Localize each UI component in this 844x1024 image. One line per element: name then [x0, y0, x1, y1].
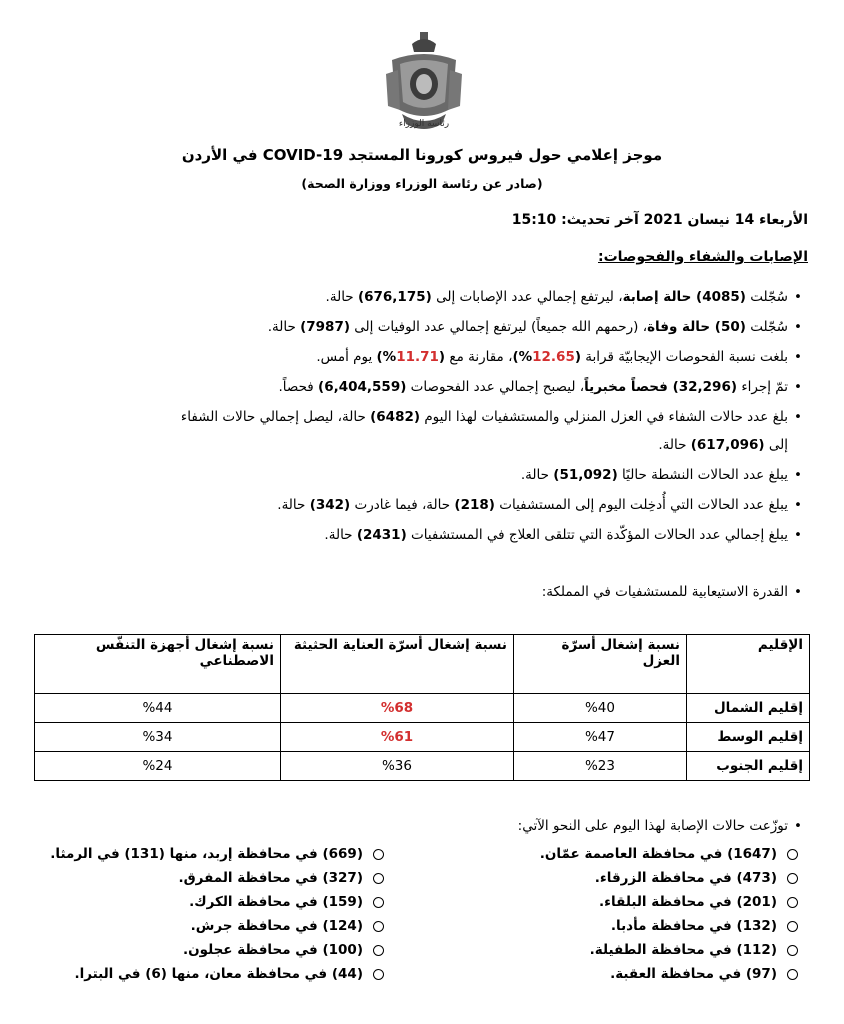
capacity-label: •القدرة الاستيعابية للمستشفيات في المملكة: — [541, 584, 802, 600]
bullet-recoveries: •بلغ عدد حالات الشفاء في العزل المنزلي والمستشفيات لهذا اليوم (6482) حالة، ليصل إجمالي حالات الشفاء إلى (617,096) حالة. — [180, 409, 802, 453]
bullet-active: •يبلغ عدد الحالات النشطة حاليًا (51,092) حالة. — [520, 467, 802, 483]
circle-bullet-icon — [787, 873, 798, 884]
emblem-caption: رئاسة الوزراء — [398, 119, 450, 129]
governorates-left-column — [14, 842, 384, 986]
table-row — [35, 752, 810, 781]
list-item: (97) في محافظة العقبة. — [458, 962, 798, 986]
table-row — [35, 723, 810, 752]
list-item: (327) في محافظة المفرق. — [14, 866, 384, 890]
table-header-row — [35, 635, 810, 694]
circle-bullet-icon — [373, 849, 384, 860]
circle-bullet-icon — [787, 849, 798, 860]
governorates-right-column — [458, 842, 798, 986]
row-isolation: %23 — [514, 752, 687, 781]
table-row — [35, 694, 810, 723]
list-item: (124) في محافظة جرش. — [14, 914, 384, 938]
page-subtitle: (صادر عن رئاسة الوزراء ووزارة الصحة) — [301, 176, 543, 191]
row-ventilators: %44 — [35, 694, 281, 723]
list-item: (112) في محافظة الطفيلة. — [458, 938, 798, 962]
row-isolation: %40 — [514, 694, 687, 723]
row-isolation: %47 — [514, 723, 687, 752]
bullet-deaths: •سُجّلت (50) حالة وفاة، (رحمهم الله جميعاً) ليرتفع إجمالي عدد الوفيات إلى (7987) حالة. — [267, 319, 802, 335]
circle-bullet-icon — [787, 897, 798, 908]
date-line: الأربعاء 14 نيسان 2021 آخر تحديث: 15:10 — [511, 212, 808, 228]
row-ventilators: %24 — [35, 752, 281, 781]
header-icu: نسبة إشغال أسرّة العناية الحثيثة — [281, 635, 514, 694]
list-item: (1647) في محافظة العاصمة عمّان. — [458, 842, 798, 866]
circle-bullet-icon — [373, 897, 384, 908]
circle-bullet-icon — [787, 969, 798, 980]
row-icu: %68 — [281, 694, 514, 723]
row-region: إقليم الجنوب — [687, 752, 810, 781]
circle-bullet-icon — [373, 873, 384, 884]
row-icu: %36 — [281, 752, 514, 781]
circle-bullet-icon — [787, 921, 798, 932]
list-item: (201) في محافظة البلقاء. — [458, 890, 798, 914]
distribution-label: •توزّعت حالات الإصابة لهذا اليوم على النحو الآتي: — [517, 818, 802, 834]
header-ventilators: نسبة إشغال أجهزة التنفّس الاصطناعي — [35, 635, 281, 694]
list-item: (669) في محافظة إربد، منها (131) في الرمثا. — [14, 842, 384, 866]
bullet-new-cases: •سُجّلت (4085) حالة إصابة، ليرتفع إجمالي عدد الإصابات إلى (676,175) حالة. — [325, 289, 802, 305]
bullet-positivity: •بلغت نسبة الفحوصات الإيجابيّة قرابة (12.65%)، مقارنة مع (11.71%) يوم أمس. — [316, 349, 802, 365]
circle-bullet-icon — [787, 945, 798, 956]
circle-bullet-icon — [373, 969, 384, 980]
row-icu: %61 — [281, 723, 514, 752]
header-isolation: نسبة إشغال أسرّة العزل — [514, 635, 687, 694]
bullet-hospitalized: •يبلغ إجمالي عدد الحالات المؤكّدة التي تتلقى العلاج في المستشفيات (2431) حالة. — [324, 527, 802, 543]
page-title: موجز إعلامي حول فيروس كورونا المستجد COVID-19 في الأردن — [181, 146, 663, 164]
bullet-tests: •تمّ إجراء (32,296) فحصاً مخبرياً، ليصبح إجمالي عدد الفحوصات (6,404,559) فحصاً. — [278, 379, 802, 395]
list-item: (44) في محافظة معان، منها (6) في البترا. — [14, 962, 384, 986]
row-ventilators: %34 — [35, 723, 281, 752]
row-region: إقليم الوسط — [687, 723, 810, 752]
row-region: إقليم الشمال — [687, 694, 810, 723]
bullet-admissions: •يبلغ عدد الحالات التي أُدخِلت اليوم إلى المستشفيات (218) حالة، فيما غادرت (342) حالة. — [277, 497, 802, 513]
circle-bullet-icon — [373, 945, 384, 956]
section-title: الإصابات والشفاء والفحوصات: — [598, 249, 808, 265]
circle-bullet-icon — [373, 921, 384, 932]
header-region: الإقليم — [687, 635, 810, 694]
list-item: (473) في محافظة الزرقاء. — [458, 866, 798, 890]
list-item: (159) في محافظة الكرك. — [14, 890, 384, 914]
list-item: (132) في محافظة مأدبا. — [458, 914, 798, 938]
list-item: (100) في محافظة عجلون. — [14, 938, 384, 962]
hospital-capacity-table — [34, 634, 810, 781]
